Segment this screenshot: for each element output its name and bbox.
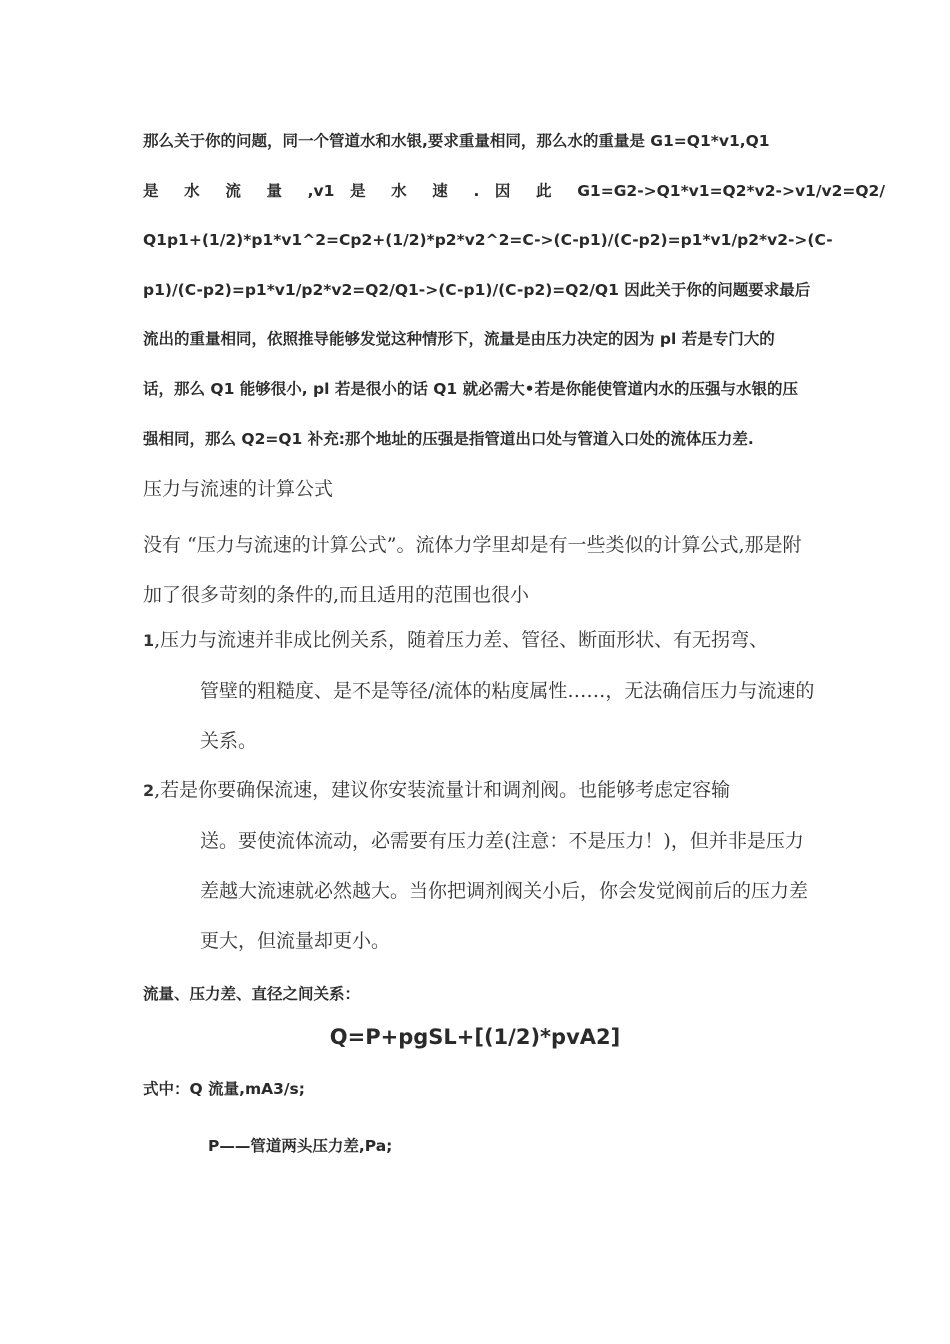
list-item	[143, 765, 885, 966]
text-line: 加了很多苛刻的条件的,而且适用的范围也很小	[143, 584, 530, 606]
text-line: ,若是你要确保流速，建议你安装流量计和调剂阀。也能够考虑定容输	[154, 779, 731, 801]
list-item	[143, 615, 885, 766]
text-line: 强相同，那么 Q2=Q1 补充:那个地址的压强是指管道出口处与管道入口处的流体压力差.	[143, 429, 754, 448]
text-line: 话，那么 Q1 能够很小, pl 若是很小的话 Q1 就必需大•若是你能使管道内水的压强与水银的压	[143, 379, 799, 398]
text-line: p1)/(C-p2)=p1*v1/p2*v2=Q2/Q1->(C-p1)/(C-p2)=Q2/Q1 因此关于你的问题要求最后	[143, 280, 811, 299]
where-line: 式中：Q 流量,mA3/s;	[143, 1080, 305, 1098]
text-line: 管壁的粗糙度、是不是等径/流体的粘度属性……，无法确信压力与流速的	[200, 680, 815, 702]
text-line: 是 水 流 量 ,v1 是 水 速 . 因 此 G1=G2->Q1*v1=Q2*v2->v1/v2=Q2/	[143, 181, 885, 200]
text-line: ,压力与流速并非成比例关系，随着压力差、管径、断面形状、有无拐弯、	[154, 629, 769, 651]
section-heading: 压力与流速的计算公式	[143, 478, 334, 500]
text-line: 差越大流速就必然越大。当你把调剂阀关小后，你会发觉阀前后的压力差	[200, 880, 809, 902]
list-number: 1	[143, 631, 155, 650]
paragraph-intro	[143, 520, 885, 620]
paragraph-derivation	[143, 117, 885, 464]
p-definition: P——管道两头压力差,Pa;	[208, 1137, 393, 1155]
text-line: 关系。	[200, 730, 258, 752]
text-line: 没有 “压力与流速的计算公式”。流体力学里却是有一些类似的计算公式,那是附	[143, 534, 802, 556]
text-line: Q1p1+(1/2)*p1*v1^2=Cp2+(1/2)*p2*v2^2=C->(C-p1)/(C-p2)=p1*v1/p2*v2->(C-	[143, 231, 833, 250]
formula: Q=P+pgSL+[(1/2)*pvA2]	[329, 1025, 621, 1049]
list-number: 2	[143, 781, 155, 800]
text-line: 流出的重量相同，依照推导能够发觉这种情形下，流量是由压力决定的因为 pl 若是专门大的	[143, 330, 775, 349]
text-line: 送。要使流体流动，必需要有压力差(注意：不是压力！)，但并非是压力	[200, 830, 804, 852]
text-line: 更大，但流量却更小。	[200, 930, 391, 952]
text-line: 那么关于你的问题，同一个管道水和水银,要求重量相同，那么水的重量是 G1=Q1*v1,Q1	[143, 132, 770, 150]
relation-heading: 流量、压力差、直径之间关系：	[143, 985, 361, 1003]
